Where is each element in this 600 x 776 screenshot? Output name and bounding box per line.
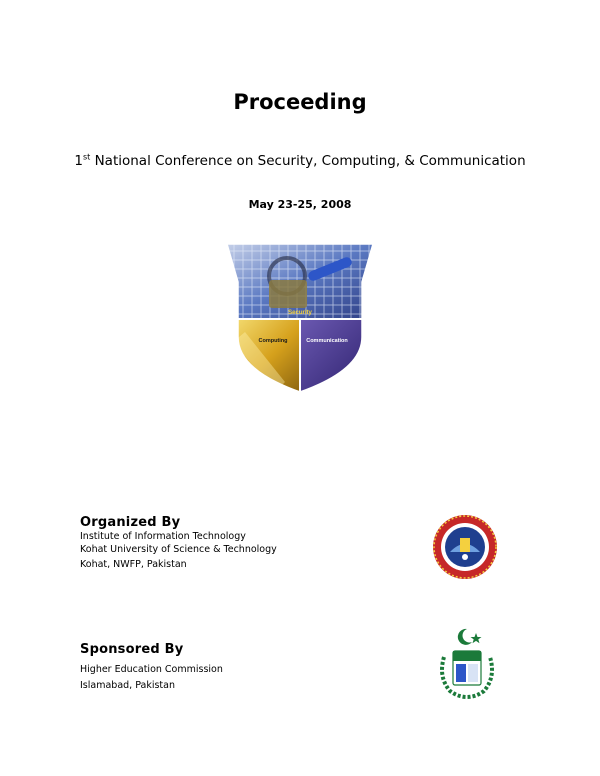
sponsor-line: Higher Education Commission [80,664,223,675]
organized-heading: Organized By [80,515,181,530]
organizer-line: Institute of Information Technology [80,531,246,542]
conference-emblem-icon [225,242,375,394]
organizer-line: Kohat, NWFP, Pakistan [80,559,187,570]
sponsored-heading: Sponsored By [80,642,184,657]
conference-date: May 23-25, 2008 [248,198,352,211]
ordinal-suffix: st [82,152,91,162]
university-seal-icon [432,514,498,580]
organizer-line: Kohat University of Science & Technology [80,544,277,555]
emblem-label-security: Security [288,310,312,316]
hec-emblem-icon [436,627,498,699]
page-title: Proceeding [233,90,367,114]
conference-title [0,153,600,169]
conference-name: National Conference on Security, Computing, & Communication [94,153,526,169]
emblem-label-communication: Communication [306,338,348,344]
emblem-label-computing: Computing [258,338,288,344]
sponsor-line: Islamabad, Pakistan [80,680,175,691]
ordinal-number: 1 [74,153,83,169]
